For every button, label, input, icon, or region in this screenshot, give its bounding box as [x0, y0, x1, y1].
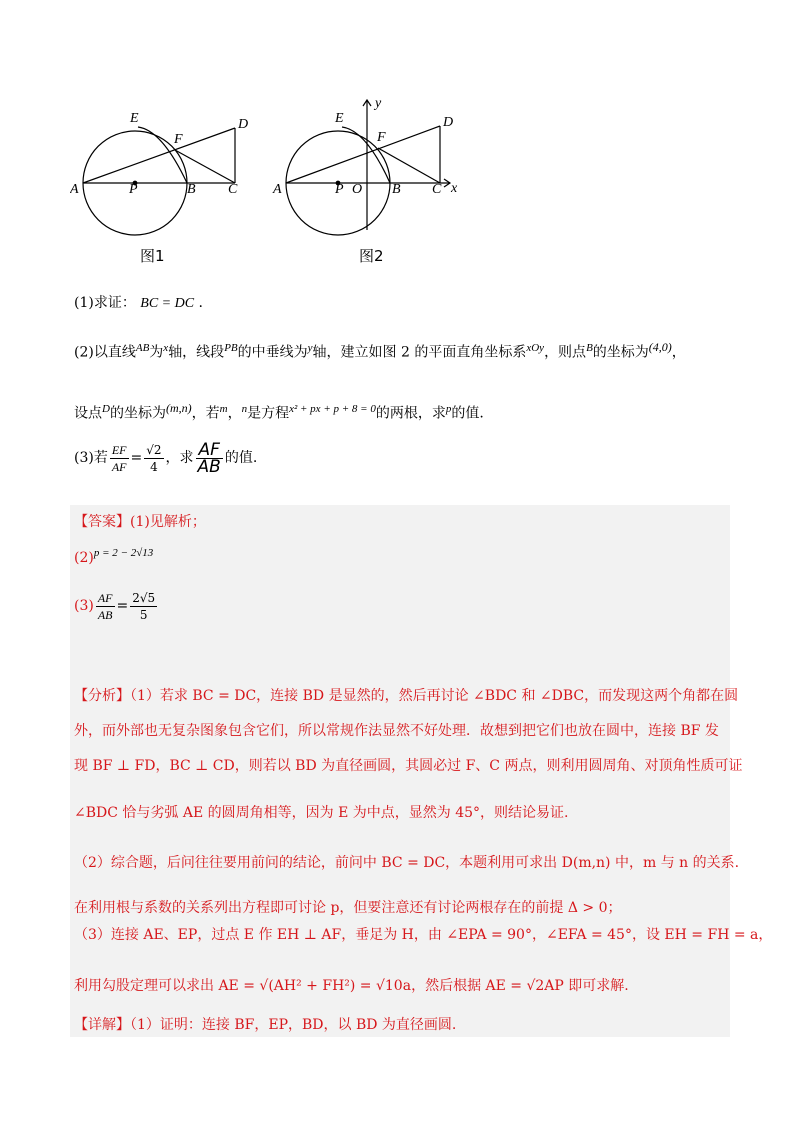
- q3-num: EF: [111, 442, 127, 457]
- q2-n: n: [241, 403, 248, 415]
- q1-prefix: (1)求证：: [74, 295, 136, 311]
- fig1-label-C: C: [228, 182, 238, 197]
- q3-target-ratio: [196, 439, 223, 477]
- q2-text: 轴，线段: [168, 344, 225, 361]
- answer-2-formula: p = 2 − 2√13: [93, 547, 154, 559]
- q2-text: 轴，建立如图 2 的平面直角坐标系: [312, 344, 527, 361]
- analysis-line-6: 在利用根与系数的关系列出方程即可讨论 p，但要注意还有讨论两根存在的前提 Δ > 0；: [74, 900, 622, 916]
- fig2-label-F: F: [377, 130, 386, 145]
- answer-3-value: [130, 590, 157, 623]
- question-2-line-2: [74, 398, 484, 424]
- question-3: [74, 440, 257, 476]
- fig2-label-x: x: [451, 181, 458, 196]
- answer-3-prefix: (3): [74, 598, 94, 614]
- q2-text: 的值.: [451, 405, 484, 422]
- q2-pb: PB: [224, 342, 238, 354]
- q2-text: ，: [671, 344, 686, 361]
- q3-suffix: 的值.: [224, 450, 258, 466]
- q2-b: B: [586, 342, 593, 354]
- q2-text: 设点: [74, 405, 102, 422]
- detail-text-1: （1）证明：连接 BF，EP，BD，以 BD 为直径画圆.: [130, 1017, 457, 1033]
- fig2-label-P: P: [335, 182, 344, 197]
- q2-p: p: [445, 403, 452, 415]
- q2-text: (2)以直线: [74, 344, 136, 361]
- q2-d: D: [102, 403, 110, 415]
- answer-2-prefix: (2): [74, 550, 94, 566]
- analysis-line-1: [74, 686, 738, 706]
- analysis-line-7: （3）连接 AE、EP，过点 E 作 EH ⊥ AF，垂足为 H，由 ∠EPA = 90°，∠EFA = 45°，设 EH = FH = a，: [74, 927, 773, 943]
- q3-fden: AB: [197, 456, 221, 477]
- analysis-line-8: 利用勾股定理可以求出 AE = √(AH² + FH²) = √10a，然后根据 AE = √2AP 即可求解.: [74, 978, 629, 994]
- q3-eq: =: [130, 450, 143, 466]
- q2-text: 是方程: [247, 405, 290, 422]
- q1-suffix: .: [198, 295, 203, 311]
- answer-1: (1)见解析；: [130, 514, 206, 530]
- q3-ratio-value: [144, 442, 163, 475]
- q2-y: y: [307, 342, 313, 354]
- q3-ratio-ef-af: [110, 442, 129, 475]
- analysis-line-3: 现 BF ⊥ FD，BC ⊥ CD，则若以 BD 为直径画圆，其圆必过 F、C 两点，则利用圆周角、对顶角性质可证: [74, 758, 743, 774]
- answer-line-2: [74, 542, 154, 566]
- answer-3-rden: 5: [139, 607, 148, 622]
- figure-1: [83, 127, 235, 235]
- detail-label: 【详解】: [74, 1017, 130, 1033]
- q2-text: 的坐标为: [109, 405, 166, 422]
- answer-line-1: [74, 512, 206, 532]
- figures: [70, 95, 490, 270]
- q2-equation: x² + px + p + 8 = 0: [289, 403, 376, 415]
- fig2-label-D: D: [443, 115, 454, 130]
- fig2-label-B: B: [392, 182, 401, 197]
- q2-text: ，若: [191, 405, 220, 422]
- fig2-label-y: y: [375, 96, 382, 111]
- geometry-figures: [70, 95, 490, 270]
- question-1: [74, 293, 203, 314]
- answer-line-3: [74, 588, 159, 624]
- q1-formula: BC = DC: [140, 296, 195, 311]
- analysis-label: 【分析】: [74, 688, 130, 704]
- q2-ab: AB: [135, 342, 150, 354]
- q2-text: 的中垂线为: [237, 344, 308, 361]
- fig1-label-D: D: [238, 117, 249, 132]
- fig2-label-A: A: [273, 182, 282, 197]
- answer-3-num: AF: [97, 590, 113, 605]
- q2-m: m: [219, 403, 228, 415]
- q2-text: ，: [227, 405, 242, 422]
- fig2-label-E: E: [335, 111, 344, 126]
- fig2-line-AD: [286, 126, 440, 183]
- q3-den: AF: [111, 459, 127, 474]
- q3-rnum: √2: [146, 442, 162, 457]
- fig1-label-B: B: [187, 182, 196, 197]
- answer-label: 【答案】: [74, 514, 130, 530]
- question-2-line-1: [74, 337, 686, 363]
- analysis-line-2: 外，而外部也无复杂图象包含它们，所以常规作法显然不好处理．故想到把它们也放在圆中，连接 BF 发: [74, 723, 719, 739]
- answer-3-den: AB: [97, 607, 113, 622]
- q2-text: 的两根，求: [375, 405, 446, 422]
- detail-line-1: [74, 1015, 456, 1035]
- q2-xoy: xOy: [526, 342, 545, 354]
- fig1-caption: 图1: [140, 247, 165, 265]
- q2-text: ，则点: [544, 344, 587, 361]
- q3-mid: ，求: [165, 450, 194, 466]
- fig1-label-E: E: [130, 111, 139, 126]
- fig1-label-F: F: [174, 132, 183, 147]
- fig2-label-C: C: [432, 182, 442, 197]
- fig1-label-P: P: [129, 182, 138, 197]
- q2-dcoord: (m,n): [165, 401, 192, 415]
- fig2-label-O: O: [352, 182, 363, 197]
- answer-3-ratio: [96, 590, 115, 623]
- figure-2: [286, 100, 450, 235]
- analysis-line-5: （2）综合题，后问往往要用前问的结论，前问中 BC = DC，本题利用可求出 D(m,n) 中，m 与 n 的关系.: [74, 855, 740, 871]
- fig1-label-A: A: [70, 182, 79, 197]
- q2-bcoord: (4,0): [648, 340, 672, 354]
- fig2-caption: 图2: [359, 247, 384, 265]
- q2-text: 为: [149, 344, 164, 361]
- q3-prefix: (3)若: [74, 450, 108, 466]
- q2-text: 的坐标为: [592, 344, 649, 361]
- answer-3-eq: =: [116, 598, 129, 614]
- answer-3-rnum: 2√5: [132, 590, 156, 605]
- analysis-line-4: ∠BDC 恰与劣弧 AE 的圆周角相等，因为 E 为中点，显然为 45°，则结论易证.: [74, 805, 569, 821]
- q2-x: x: [163, 342, 169, 354]
- q3-fnum: AF: [196, 442, 223, 459]
- analysis-text-1: （1）若求 BC = DC，连接 BD 是显然的，然后再讨论 ∠BDC 和 ∠DBC，而发现这两个角都在圆: [130, 688, 739, 704]
- q3-rden: 4: [150, 459, 158, 474]
